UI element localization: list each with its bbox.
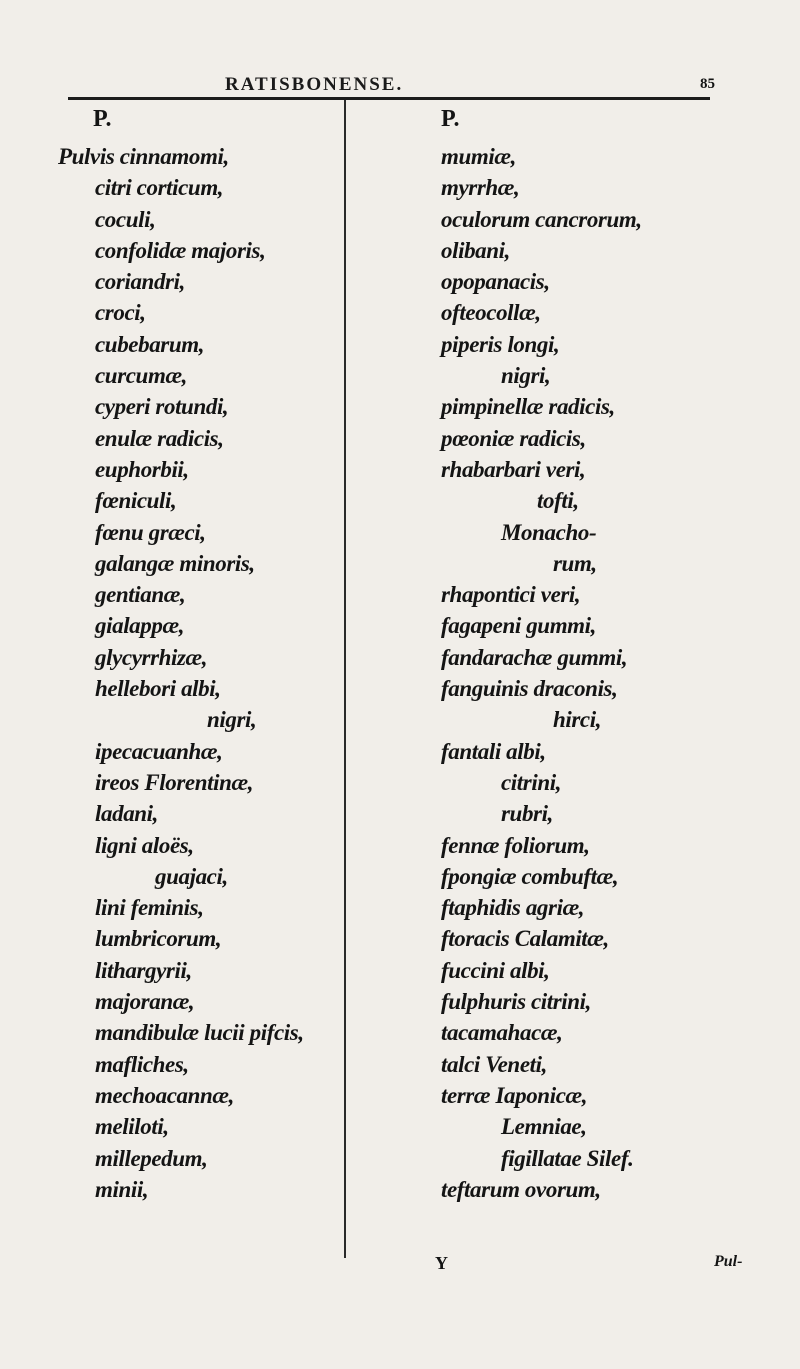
entry-line: gentianæ, [95,582,186,608]
entry-line: lini feminis, [95,895,204,921]
entry-line: olibani, [441,237,511,263]
entry-line: minii, [95,1176,149,1202]
entry-line: galangæ minoris, [95,550,255,576]
entry-line: nigri, [501,363,551,389]
entry-line: enulæ radicis, [95,425,224,451]
entry-line: fennæ foliorum, [441,832,590,858]
entry-line: fuccini albi, [441,957,550,983]
entry-line: tofti, [537,488,579,514]
page-number: 85 [700,76,715,92]
running-title: RATISBONENSE. [225,74,404,95]
entry-line: fandarachæ gummi, [441,644,628,670]
entry-line: mechoacannæ, [95,1082,234,1108]
entry-line: lumbricorum, [95,926,222,952]
catchword: Pul- [714,1253,743,1270]
entry-line: citri corticum, [95,175,224,201]
entry-line: pœoniæ radicis, [441,425,586,451]
entry-line: glycyrrhizæ, [95,644,208,670]
entry-line: fœnu græci, [95,519,206,545]
entry-line: ireos Florentinæ, [95,769,254,795]
entry-line: talci Veneti, [441,1051,547,1077]
entry-line: ipecacuanhæ, [95,738,223,764]
entry-line: fagapeni gummi, [441,613,597,639]
entry-line: coriandri, [95,269,185,295]
entry-line: cyperi rotundi, [95,394,229,420]
column-divider [344,100,346,1258]
entry-line: hellebori albi, [95,676,221,702]
entry-line: ladani, [95,801,159,827]
entry-line: opopanacis, [441,269,550,295]
entry-line: teftarum ovorum, [441,1176,601,1202]
left-column-entries [0,141,344,1205]
entry-line: Pulvis cinnamomi, [58,144,229,169]
left-column-letter: P. [93,106,112,132]
entry-line: confolidæ majoris, [95,237,266,263]
entry-line: cubebarum, [95,331,205,357]
entry-line: gialappæ, [95,613,185,639]
entry-line: millepedum, [95,1145,208,1171]
entry-line: oculorum cancrorum, [441,206,642,232]
entry-line: lithargyrii, [95,957,192,983]
entry-line: rhabarbari veri, [441,456,586,482]
right-column-entries [352,141,800,1205]
entry-line: mumiæ, [441,144,516,169]
entry-line: citrini, [501,769,562,795]
signature-mark: Y [435,1253,448,1273]
entry-line: myrrhæ, [441,175,520,201]
entry-line: majoranæ, [95,989,195,1015]
running-head [0,74,800,98]
header-rule [68,97,710,100]
entry-line: pimpinellæ radicis, [441,394,615,420]
entry-line: ftaphidis agriæ, [441,895,585,921]
entry-line: ofteocollæ, [441,300,541,326]
entry-line: hirci, [553,707,602,733]
entry-line: fulphuris citrini, [441,989,592,1015]
entry-line: coculi, [95,206,156,232]
entry-line: Lemniae, [501,1114,587,1140]
entry-line: nigri, [207,707,257,733]
entry-line: mafliches, [95,1051,189,1077]
entry-line: rubri, [501,801,553,827]
entry-line: croci, [95,300,146,326]
entry-line: guajaci, [155,863,228,889]
entry-line: terræ Iaponicæ, [441,1082,588,1108]
entry-line: ftoracis Calamitæ, [441,926,609,952]
right-column-letter: P. [441,106,460,132]
entry-line: tacamahacæ, [441,1020,563,1046]
entry-line: mandibulæ lucii pifcis, [95,1020,304,1046]
entry-line: rum, [553,550,597,576]
entry-line: euphorbii, [95,456,189,482]
entry-line: Monacho- [501,519,597,545]
entry-line: rhapontici veri, [441,582,581,608]
entry-line: ligni aloës, [95,832,194,858]
entry-line: figillatae Silef. [501,1145,634,1171]
entry-line: fanguinis draconis, [441,676,618,702]
entry-line: piperis longi, [441,331,560,357]
entry-line: fantali albi, [441,738,546,764]
entry-line: fpongiæ combuftæ, [441,863,619,889]
entry-line: fœniculi, [95,488,177,514]
entry-line: curcumæ, [95,363,188,389]
entry-line: meliloti, [95,1114,169,1140]
